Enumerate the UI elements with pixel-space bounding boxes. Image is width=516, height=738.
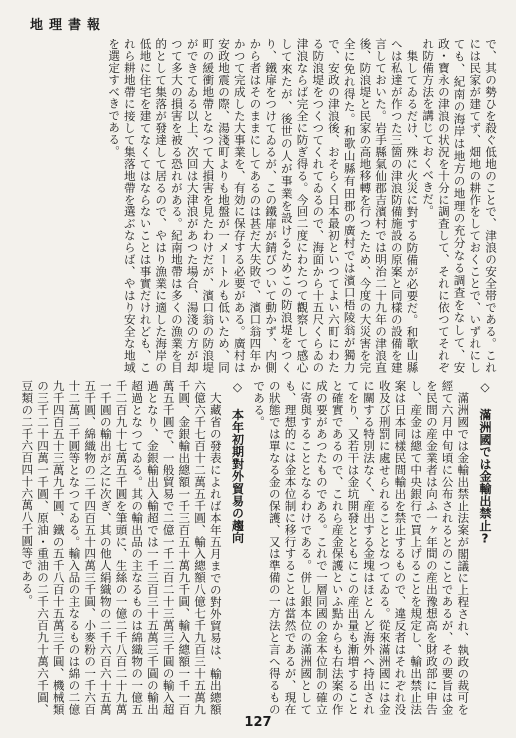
section-heading: ◇ 本年初期對外貿易の趨向 [230, 380, 245, 544]
section-heading: ◇ 滿洲國では金輸出禁止? [478, 380, 492, 546]
page-number: 127 [244, 715, 272, 730]
paragraph: で、其の勢ひを殺ぐ低地のことで、津浪の安全帯である。これには民家が建てず、畑地の耕作をしておくことで、いずれにしても、紀南の海岸は地方の地理の充分なる調査をなして、安政・寶永の津浪の状況を十分に調査して、それに依つてそれぞれ防備方法を講じておくべきだ。 [421, 38, 498, 373]
paragraph: 滿洲國では金輸出禁止法案が閣議に上程され、執政の裁可を經て六月中旬頃に公布されるとのことであるが、その要旨は金を民間の産金業者は向ふ一ヶ年間の産出豫想高を財政部に申告し、産金は總て中央銀行で買上げることを規定し、輸出禁止法案は日本同樣民間輸出を禁止するもので、違反者はそれぞれ没收及び刑罰に處せられることとなつてゐる。從來滿洲國には金に關する特別法なく、産出する金塊はほとんど海外へ持出されてをり、又若干は金坑開發とともにこの産出量も漸増することと確實であるので、これら産金保護といふ點からも右法案の作成の要があつたものである。これで一層同國の金本位制の確立に寄與することとなるわけである。併し銀本位の滿洲國としても、理想的には金本位制に移行することは當然であるが、現在の狀態では單なる金の保護、又は準備の一方法と言へ得るものである。 [252, 380, 471, 715]
paragraph: 集してゐるだけ、殊に火災に對する防備が必要だ。和歌山縣へは私達が作つた三箇の津浪防備施設の原案と同樣の設備を建言しておいた。岩手縣氣仙郡吉濱村では明治二十九年の津浪直後、防浪堤と民家の高地移轉を行つたため、今度の大災害を完全に免れ得た。和歌山縣有田郡の廣村では濱口梧陵翁が獨力で、安政の津浪後、おそらく日本最初といつてよい六町にわたる防浪堤をつくつてくれてゐるので、海面から十五尺くらゐの津浪ならば完全に防ぎ得る。今回二度にわたつて觀察して感心して來たが、後世の人が事業を設けるためこの防浪堤をつくり、鐵扉をつけてゐるが、この鐵扉が錆びついて動かず、内側から者はそのままにしてあるのは甚だ大失敗で、濱口翁四年かかつて完成した大事業を、有効に保存する必要がある。廣村は安政地震の際、湯淺町よりも地盤が一メートルも低いため、同町の緩衝地帶となつて大損害を見たわけだが、濱口翁の防浪堤ができてゐる以上、次回は大津浪があつた場合、湯淺の方が却つて多大の損害を被る恐れがある。紀南地帶は多くの漁業を目的として集落が發達して居るので、やはり漁業に適した海岸の低地に住宅を建てなくてはならないことは事實だけれども、これら耕地帶に接して集落地帶を選ぶならば、やはり安全な地域を選定すべきである。 [107, 38, 420, 373]
upper-text-block [18, 38, 498, 373]
paragraph: 大藏省の發表によれば本年五月までの對外貿易は、輸出總額六億六千七百十二萬五千圓、輸入總額八億七千九百三十五萬九千圓、金銀輸出總額一千三百五十萬九千圓、輸入總額一千一百萬五千圓で、一般貿易で二億一千二百二十三萬三千圓の輸入超過となり、金銀輸出入輸超では一千三百三十五萬三千圓の輸出超過となつてゐる。其の輸出品の主なるものは綿織物の一億五千二百九十七萬五千圓を筆頭に、生絲の一億二千八百二十九萬一千圓の輸出が之に次ぎ、其の他人絹織物の二千六百六十五萬五千圓、綿織物の二千四百五十四萬三千圓、小麥粉の一千六百十二萬二千圓等となつてゐる。輸入品の主なるものは綿の二億九千四百五十三萬九千圓、鐵の五千八百十五萬三千圓、機械類の三千二十四萬一千圓、原油・重油の二千六百九十萬六千圓、豆類の二千六百四十六萬八千圓等である。 [20, 380, 223, 715]
lower-text-block [18, 380, 498, 715]
running-header: 地理書報 [30, 18, 107, 33]
page-body [18, 38, 498, 715]
